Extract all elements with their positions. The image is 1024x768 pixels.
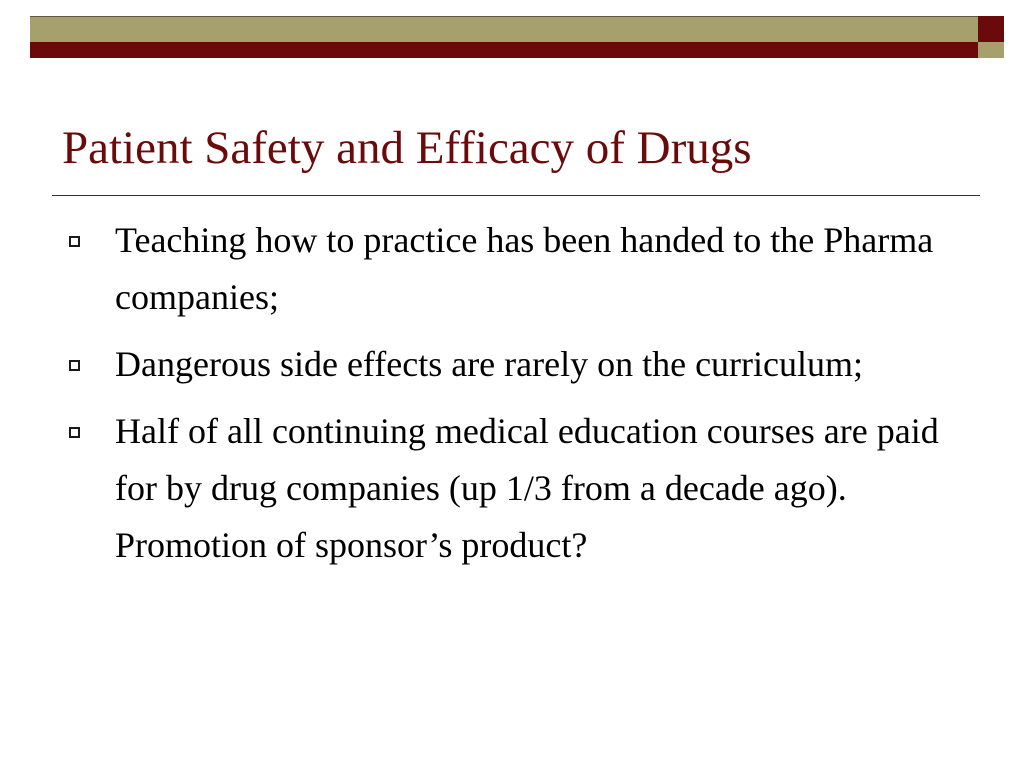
header-maroon-bar [30,42,978,58]
hollow-square-icon [69,427,80,438]
header-corner-olive-square [978,42,1004,58]
bullet-text: Half of all continuing medical education courses are paid for by drug companies (up 1/3 from a decade ago). Promotion of sponsor’s product? [115,411,939,565]
bullet-item [62,403,942,574]
header-olive-bar [30,16,978,42]
bullet-item [62,212,942,326]
header-corner-maroon-square [978,16,1004,42]
hollow-square-icon [69,360,80,371]
bullet-text: Teaching how to practice has been handed to the Pharma companies; [115,220,934,317]
title-divider [52,195,980,196]
bullet-text: Dangerous side effects are rarely on the curriculum; [115,344,864,384]
bullet-list [62,212,942,584]
hollow-square-icon [69,236,80,247]
slide-title: Patient Safety and Efficacy of Drugs [62,122,752,174]
bullet-item [62,336,942,393]
